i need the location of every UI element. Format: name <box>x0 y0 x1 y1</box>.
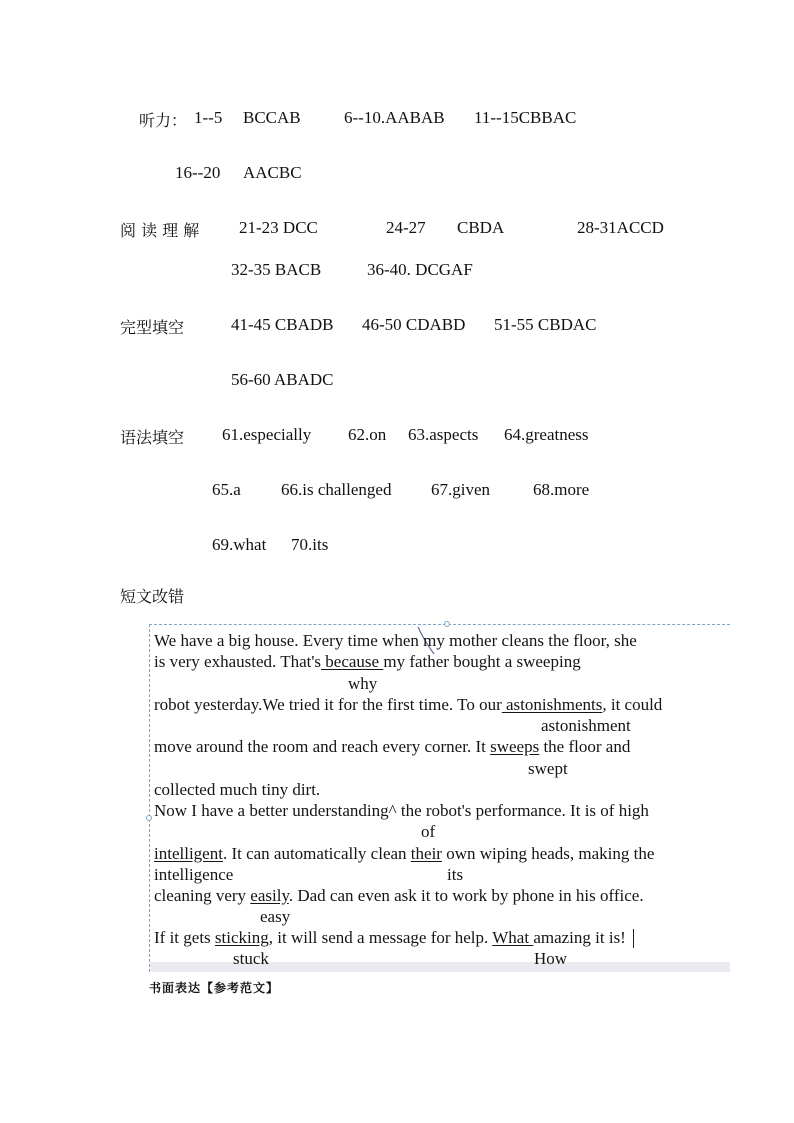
frame-resize-handle[interactable] <box>444 621 450 627</box>
fix-swept: swept <box>528 759 568 778</box>
answer-66: 66.is challenged <box>281 480 392 499</box>
correction-label: 短文改错 <box>120 587 185 606</box>
answer-6-10: 6--10.AABAB <box>344 108 445 127</box>
answer-61: 61.especially <box>222 425 312 444</box>
fix-easy: easy <box>260 907 291 926</box>
passage-line-5: collected much tiny dirt. <box>154 780 321 799</box>
passage-line-3: robot yesterday.We tried it for the first time. To our astonishments, it could <box>154 695 663 714</box>
frame-resize-handle-left[interactable] <box>146 815 152 821</box>
answer-65: 65.a <box>212 480 241 499</box>
answer-69: 69.what <box>212 535 267 554</box>
grammar-label: 语法填空 <box>120 428 185 447</box>
answer-41-45: 41-45 CBADB <box>231 315 334 334</box>
passage-line-8: cleaning very easily. Dad can even ask it to work by phone in his office. <box>154 886 644 905</box>
error-sweeps: sweeps <box>490 737 540 756</box>
error-intelligent: intelligent <box>154 844 223 863</box>
passage-line-6: Now I have a better understanding^ the robot's performance. It is of high <box>154 801 649 820</box>
answer-70: 70.its <box>291 535 329 554</box>
fix-why: why <box>348 674 378 693</box>
error-because: because <box>321 652 384 671</box>
answer-46-50: 46-50 CDABD <box>362 315 466 334</box>
passage-line-7: intelligent. It can automatically clean their own wiping heads, making the <box>154 844 655 863</box>
listening-row-1 <box>139 108 187 131</box>
fix-its: its <box>447 865 464 884</box>
fix-stuck: stuck <box>233 949 269 968</box>
answer-1-5: BCCAB <box>243 108 301 127</box>
answer-36-40: 36-40. DCGAF <box>367 260 473 279</box>
answer-24-27: CBDA <box>457 218 505 237</box>
writing-label: 书面表达【参考范文】 <box>149 981 280 995</box>
passage-line-9: If it gets sticking, it will send a message for help. What amazing it is! <box>154 928 626 947</box>
answer-16-20-range: 16--20 <box>175 163 221 182</box>
answer-32-35: 32-35 BACB <box>231 260 322 279</box>
fix-astonishment: astonishment <box>541 716 631 735</box>
answer-21-23: 21-23 DCC <box>239 218 318 237</box>
fix-how: How <box>534 949 568 968</box>
answer-62: 62.on <box>348 425 387 444</box>
error-what: What <box>492 928 534 947</box>
answer-16-20: AACBC <box>243 163 302 182</box>
passage-line-1: We have a big house. Every time when my mother cleans the floor, she <box>154 631 637 650</box>
answer-56-60: 56-60 ABADC <box>231 370 334 389</box>
listening-label: 听力： <box>139 111 188 130</box>
reading-label: 阅 读 理 解 <box>120 221 200 240</box>
cloze-label: 完型填空 <box>120 318 185 337</box>
error-easily: easily <box>250 886 289 905</box>
passage-line-2: is very exhausted. That's because my father bought a sweeping <box>154 652 581 671</box>
passage-line-4: move around the room and reach every corner. It sweeps the floor and <box>154 737 631 756</box>
fix-of: of <box>421 822 436 841</box>
answer-63: 63.aspects <box>408 425 479 444</box>
answer-51-55: 51-55 CBDAC <box>494 315 597 334</box>
error-sticking: sticking <box>214 928 269 947</box>
error-their: their <box>410 844 442 863</box>
answer-64: 64.greatness <box>504 425 589 444</box>
answer-11-15: 11--15CBBAC <box>474 108 577 127</box>
answer-28-31: 28-31ACCD <box>577 218 664 237</box>
text-cursor <box>633 929 634 948</box>
answer-67: 67.given <box>431 480 491 499</box>
answer-24-27-range: 24-27 <box>386 218 426 237</box>
answer-1-5-range: 1--5 <box>194 108 223 127</box>
fix-intelligence: intelligence <box>154 865 234 884</box>
answer-68: 68.more <box>533 480 590 499</box>
error-astonishments: astonishments <box>501 695 603 714</box>
